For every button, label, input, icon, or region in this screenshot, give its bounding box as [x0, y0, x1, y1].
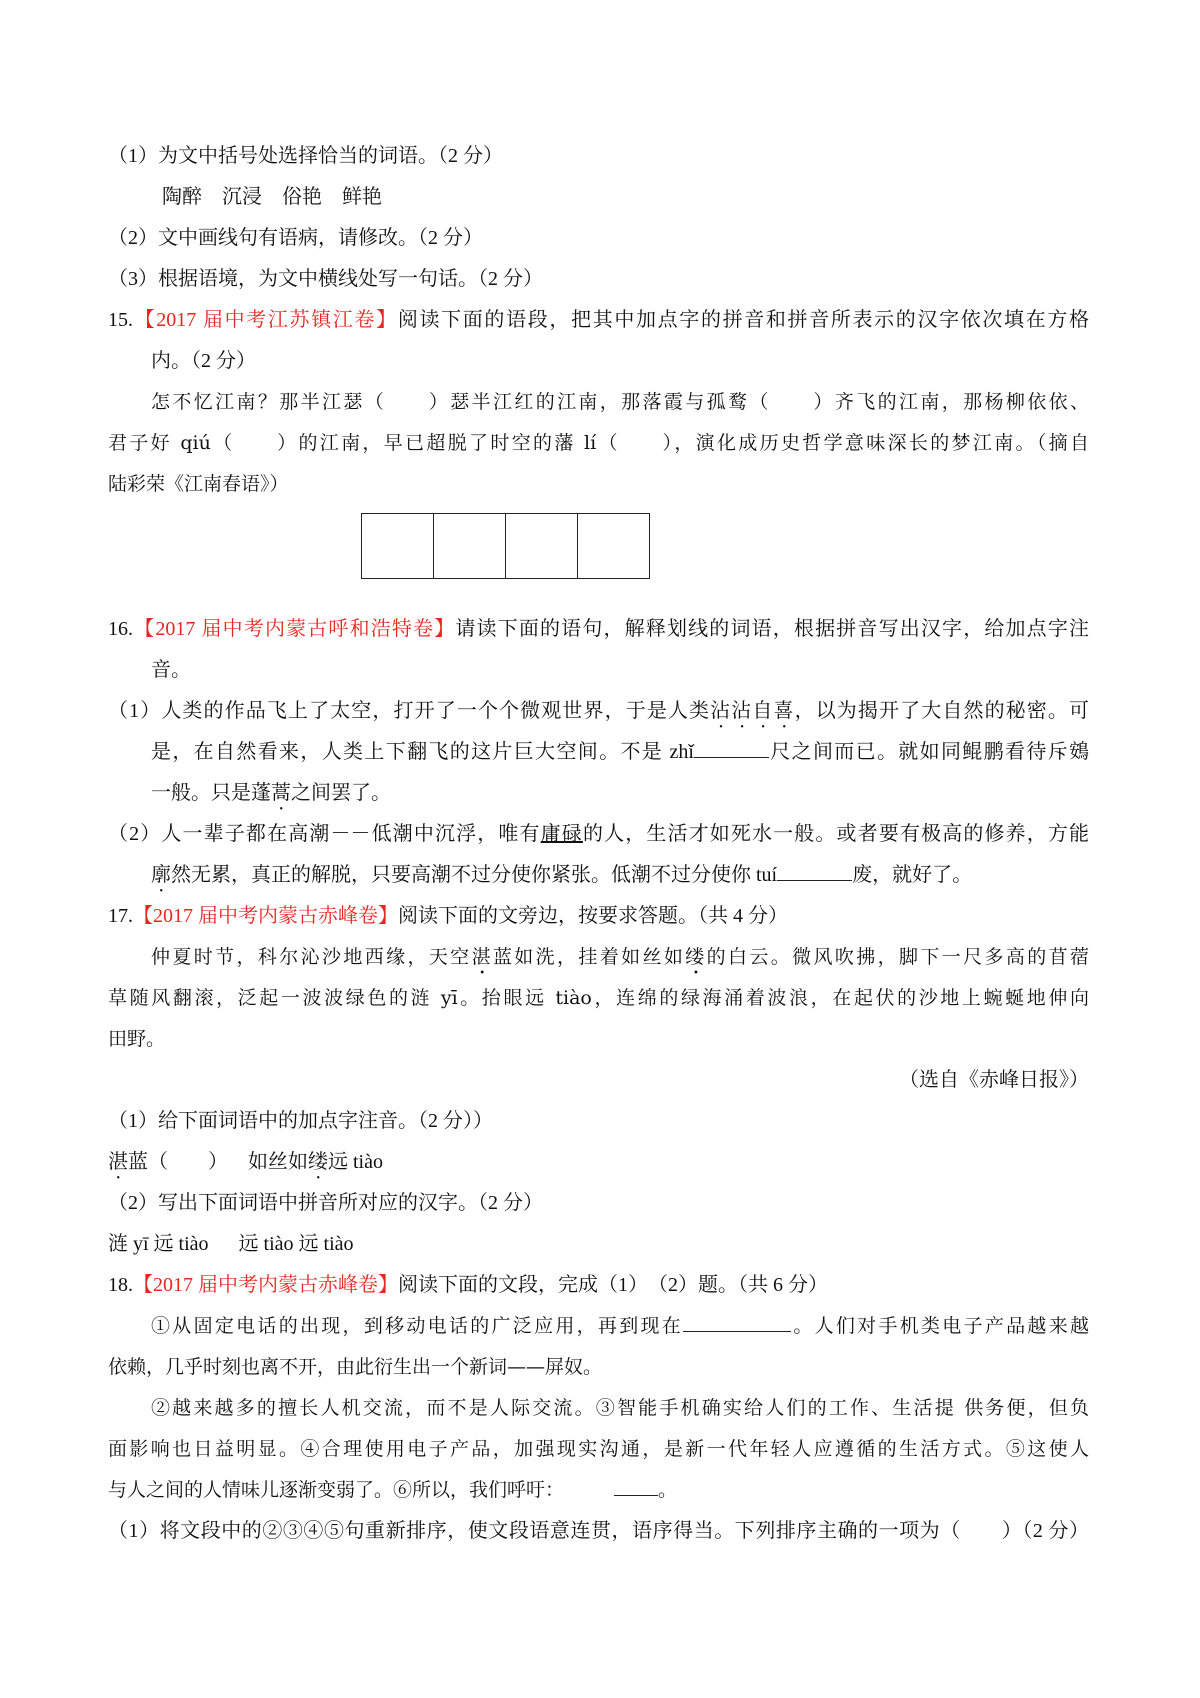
- q15-passage-line: 君子好 qiú（ ）的江南，早已超脱了时空的藩 lí（ ），演化成历史哲学意味深长的梦江南。（摘自: [108, 432, 1089, 454]
- dotted-word: 蒿: [271, 782, 291, 804]
- q15-passage-line: 陆彩荣《江南春语》）: [108, 473, 289, 495]
- option: 鲜艳: [342, 186, 382, 208]
- option: 陶醉: [162, 186, 202, 208]
- q18-passage-line: 面影响也日益明显。④合理使用电子产品，加强现实沟通，是新一代年轻人应遵循的生活方式。⑤这使人: [108, 1438, 1089, 1460]
- q14-options: [162, 184, 382, 210]
- fill-blank[interactable]: [777, 862, 852, 881]
- text: 远 tiào: [328, 1151, 383, 1173]
- question-source: 【2017 届中考内蒙古赤峰卷】: [133, 1274, 398, 1296]
- q16-prompt-cont: 音。: [151, 659, 191, 681]
- text: ①从固定电话的出现，到移动电话的广泛应用，再到现在: [151, 1315, 684, 1337]
- q18-passage-line: ②越来越多的擅长人机交流，而不是人际交流。③智能手机确实给人们的工作、生活提 供务便，但负: [151, 1397, 1089, 1419]
- q15-passage-line: 怎不忆江南？那半江瑟（ ）瑟半江红的江南，那落霞与孤鹜（ ）齐飞的江南，那杨柳依依、: [151, 391, 1089, 413]
- text: 蓝（ ）: [128, 1151, 228, 1173]
- q16-s1-line: [108, 698, 1089, 733]
- answer-box[interactable]: [506, 514, 578, 578]
- q14-sub2: （2）文中画线句有语病，请修改。（2 分）: [108, 227, 483, 249]
- question-prompt: 请读下面的语句，解释划线的词语，根据拼音写出汉字，给加点字注: [455, 618, 1090, 640]
- q18-passage-line: [108, 1477, 677, 1503]
- fill-blank[interactable]: [694, 739, 769, 758]
- q18-passage-line: [151, 1313, 1089, 1339]
- option: 沉浸: [222, 186, 262, 208]
- q17-sub2: （2）写出下面词语中拼音所对应的汉字。（2 分）: [108, 1192, 543, 1214]
- dotted-word: 廓: [151, 864, 171, 886]
- q17-passage-line: 田野。: [108, 1028, 166, 1050]
- text: ，以为揭开了大自然的秘密。可: [794, 700, 1090, 722]
- q16-s2-line: [151, 862, 972, 897]
- text: 仲夏时节，科尔沁沙地西缘，天空: [151, 946, 472, 968]
- text: 的白云。微风吹拂，脚下一尺多高的苜蓿: [706, 946, 1089, 968]
- question-source: 【2017 届中考江苏镇江卷】: [133, 309, 398, 331]
- answer-box[interactable]: [434, 514, 506, 578]
- dotted-word: 缕: [685, 946, 707, 968]
- q18-heading: [108, 1272, 828, 1298]
- text: 远 tiào 远 tiào: [238, 1233, 354, 1255]
- q17-words1: [108, 1149, 383, 1184]
- answer-box[interactable]: [578, 514, 649, 578]
- q17-passage-line: 草随风翻滚，泛起一波波绿色的涟 yī。抬眼远 tiào，连绵的绿海涌着波浪，在起伏的沙地上蜿蜒地伸向: [108, 987, 1089, 1009]
- q18-passage-line: 依赖，几乎时刻也离不开，由此衍生出一个新词——屏奴。: [108, 1356, 603, 1378]
- q16-heading: [108, 616, 1089, 642]
- text: 涟 yī 远 tiào: [108, 1233, 209, 1255]
- text: 的人，生活才如死水一般。或者要有极高的修养，方能: [582, 823, 1090, 845]
- text: 与人之间的人情味儿逐渐变弱了。⑥所以，我们呼吁：: [108, 1479, 565, 1501]
- text: （2）人一辈子都在高潮－－低潮中沉浮，唯有: [108, 823, 541, 845]
- q14-sub3: （3）根据语境，为文中横线处写一句话。（2 分）: [108, 268, 543, 290]
- q15-prompt-cont: 内。（2 分）: [151, 350, 256, 372]
- q17-passage-line: [151, 944, 1089, 979]
- text: 一般。只是蓬: [151, 782, 271, 804]
- question-prompt: 阅读下面的语段，把其中加点字的拼音和拼音所表示的汉字依次填在方格: [397, 309, 1090, 331]
- q15-heading: [108, 307, 1089, 333]
- dotted-word: 沾沾自喜: [710, 700, 795, 722]
- question-prompt: 阅读下面的文段，完成（1） （2）题。（共 6 分）: [398, 1274, 828, 1296]
- text: 是，在自然看来，人类上下翻飞的这片巨大空间。不是 zhǐ: [151, 741, 694, 763]
- text: 之间罢了。: [291, 782, 391, 804]
- text: 废，就好了。: [852, 864, 973, 886]
- text: 尺之间而已。就如同鲲鹏看待斥鴳: [768, 741, 1090, 763]
- q16-s1-line: [151, 780, 391, 815]
- option: 俗艳: [282, 186, 322, 208]
- dotted-word: 湛: [471, 946, 493, 968]
- answer-grid[interactable]: [361, 513, 650, 579]
- question-prompt: 阅读下面的文旁边，按要求答题。（共 4 分）: [398, 905, 788, 927]
- q16-s2-line: [108, 821, 1089, 847]
- fill-blank[interactable]: [683, 1313, 791, 1332]
- question-number: 17.: [108, 905, 133, 927]
- q14-sub1: （1）为文中括号处选择恰当的词语。（2 分）: [108, 145, 503, 167]
- text: 。人们对手机类电子产品越来越: [791, 1315, 1089, 1337]
- q17-words2: [108, 1231, 354, 1257]
- fill-blank[interactable]: [614, 1477, 658, 1496]
- answer-box[interactable]: [362, 514, 434, 578]
- underlined-word: 庸碌: [540, 823, 583, 845]
- text: 。: [658, 1479, 678, 1501]
- q17-citation: （选自《赤峰日报》）: [899, 1069, 1089, 1091]
- q18-sub1: （1）将文段中的②③④⑤句重新排序，使文段语意连贯，语序得当。下列排序主确的一项为（ ）（2 分）: [108, 1520, 1089, 1542]
- q17-heading: [108, 903, 788, 929]
- text: 然无累，真正的解脱，只要高潮不过分使你紧张。低潮不过分使你 tuí: [171, 864, 778, 886]
- question-number: 18.: [108, 1274, 133, 1296]
- question-source: 【2017 届中考内蒙古呼和浩特卷】: [133, 618, 456, 640]
- dotted-word: 缕: [308, 1151, 328, 1173]
- dotted-word: 湛: [108, 1151, 128, 1173]
- question-source: 【2017 届中考内蒙古赤峰卷】: [133, 905, 398, 927]
- text: 如丝如: [248, 1151, 308, 1173]
- q17-sub1: （1）给下面词语中的加点字注音。（2 分））: [108, 1110, 493, 1132]
- q16-s1-line: [151, 739, 1089, 765]
- question-number: 16.: [108, 618, 133, 640]
- text: 蓝如洗，挂着如丝如: [492, 946, 686, 968]
- question-number: 15.: [108, 309, 133, 331]
- text: （1）人类的作品飞上了太空，打开了一个个微观世界，于是人类: [108, 700, 711, 722]
